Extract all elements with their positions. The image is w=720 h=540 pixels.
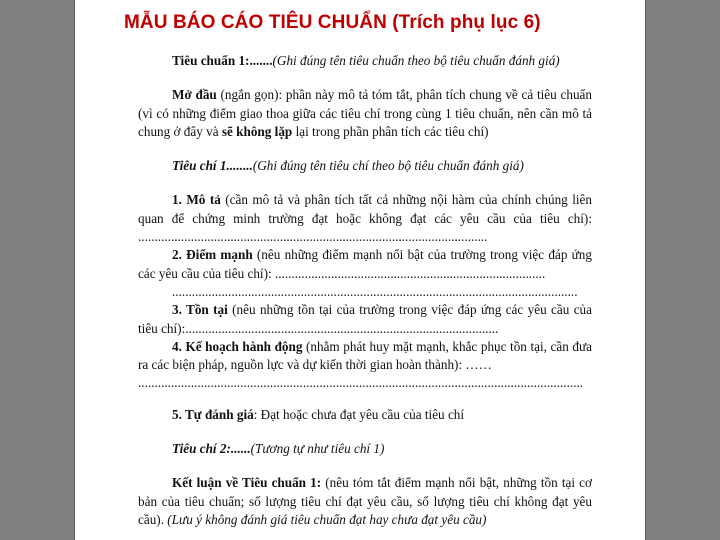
item-weaknesses: [138, 301, 592, 338]
item-5-text: : Đạt hoặc chưa đạt yêu cầu của tiêu chí: [253, 406, 465, 422]
standard-heading: [138, 52, 592, 70]
item-1-label: 1. Mô tả: [172, 192, 221, 208]
intro-paragraph: [138, 86, 592, 141]
criterion-1-note: (Ghi đúng tên tiêu chí theo bộ tiêu chuẩn đánh giá): [252, 158, 524, 174]
conclusion-paragraph: [138, 474, 592, 529]
conclusion-text: (nêu tóm tắt điểm mạnh nổi bật, những tồn tại cơ bản của tiêu chuẩn; số lượng tiêu chí đạt yêu cầu, số lượng tiêu chí không đạt yêu cầu).: [138, 475, 593, 527]
intro-text: (ngắn gọn): phần này mô tả tóm tắt, phân tích chung về cả tiêu chuẩn (vì có những điểm giao thoa giữa các tiêu chí trong cùng 1 tiêu chuẩn, nên cần mô tả chung ở đây và: [138, 87, 592, 139]
item-3-label: 3. Tồn tại: [172, 302, 228, 318]
conclusion-label: Kết luận về Tiêu chuẩn 1:: [172, 475, 322, 491]
intro-end-text: lại trong phần phân tích các tiêu chí): [292, 123, 489, 139]
item-2-label: 2. Điểm mạnh: [172, 247, 253, 263]
item-description: [138, 191, 592, 246]
document-body: [138, 52, 592, 529]
intro-bold-text: sẽ không lặp: [221, 123, 293, 139]
criterion-1-label: Tiêu chí 1........: [172, 158, 253, 174]
item-self-assessment: [138, 406, 592, 424]
item-4-dots: .......................................................................................................................................: [138, 375, 584, 391]
item-4-text: (nhằm phát huy mặt mạnh, khắc phục tồn tại, cần đưa ra các biện pháp, nguồn lực và dự kiến thời gian hoàn thành): ……: [138, 338, 592, 373]
item-1-text: (cần mô tả và phân tích tất cả những nội hàm của chính chúng liên quan để chứng minh trường đạt hoặc không đạt các yêu cầu của tiêu chí): ..........................................................................................................: [138, 192, 592, 245]
standard-label: Tiêu chuẩn 1:.......: [172, 53, 273, 68]
item-5-label: 5. Tự đánh giá: [172, 406, 254, 422]
conclusion-note: (Lưu ý không đánh giá tiêu chuẩn đạt hay chưa đạt yêu cầu): [167, 511, 487, 527]
criterion-1-heading: [138, 157, 592, 175]
slide-title: MẪU BÁO CÁO TIÊU CHUẨN (Trích phụ lục 6): [124, 12, 541, 33]
item-action-plan: [138, 338, 592, 375]
standard-note: (Ghi đúng tên tiêu chuẩn theo bộ tiêu chuẩn đánh giá): [272, 53, 560, 68]
item-2-text: (nêu những điểm mạnh nổi bật của trường trong việc đáp ứng các yêu cầu của tiêu chí): ..................................................................................: [138, 247, 592, 281]
item-strengths: [138, 246, 592, 283]
criterion-2-heading: [138, 440, 592, 458]
item-3-text: (nêu những tồn tại của trường trong việc đáp ứng các yêu cầu của tiêu chí):...............................................................................................: [138, 302, 593, 336]
criterion-2-note: (Tương tự như tiêu chí 1): [250, 441, 385, 457]
intro-label: Mở đầu: [172, 87, 217, 103]
item-4-label: 4. Kế hoạch hành động: [172, 338, 303, 354]
criterion-2-label: Tiêu chí 2:......: [172, 441, 251, 457]
item-2-dots: ...........................................................................................................................: [172, 283, 578, 299]
